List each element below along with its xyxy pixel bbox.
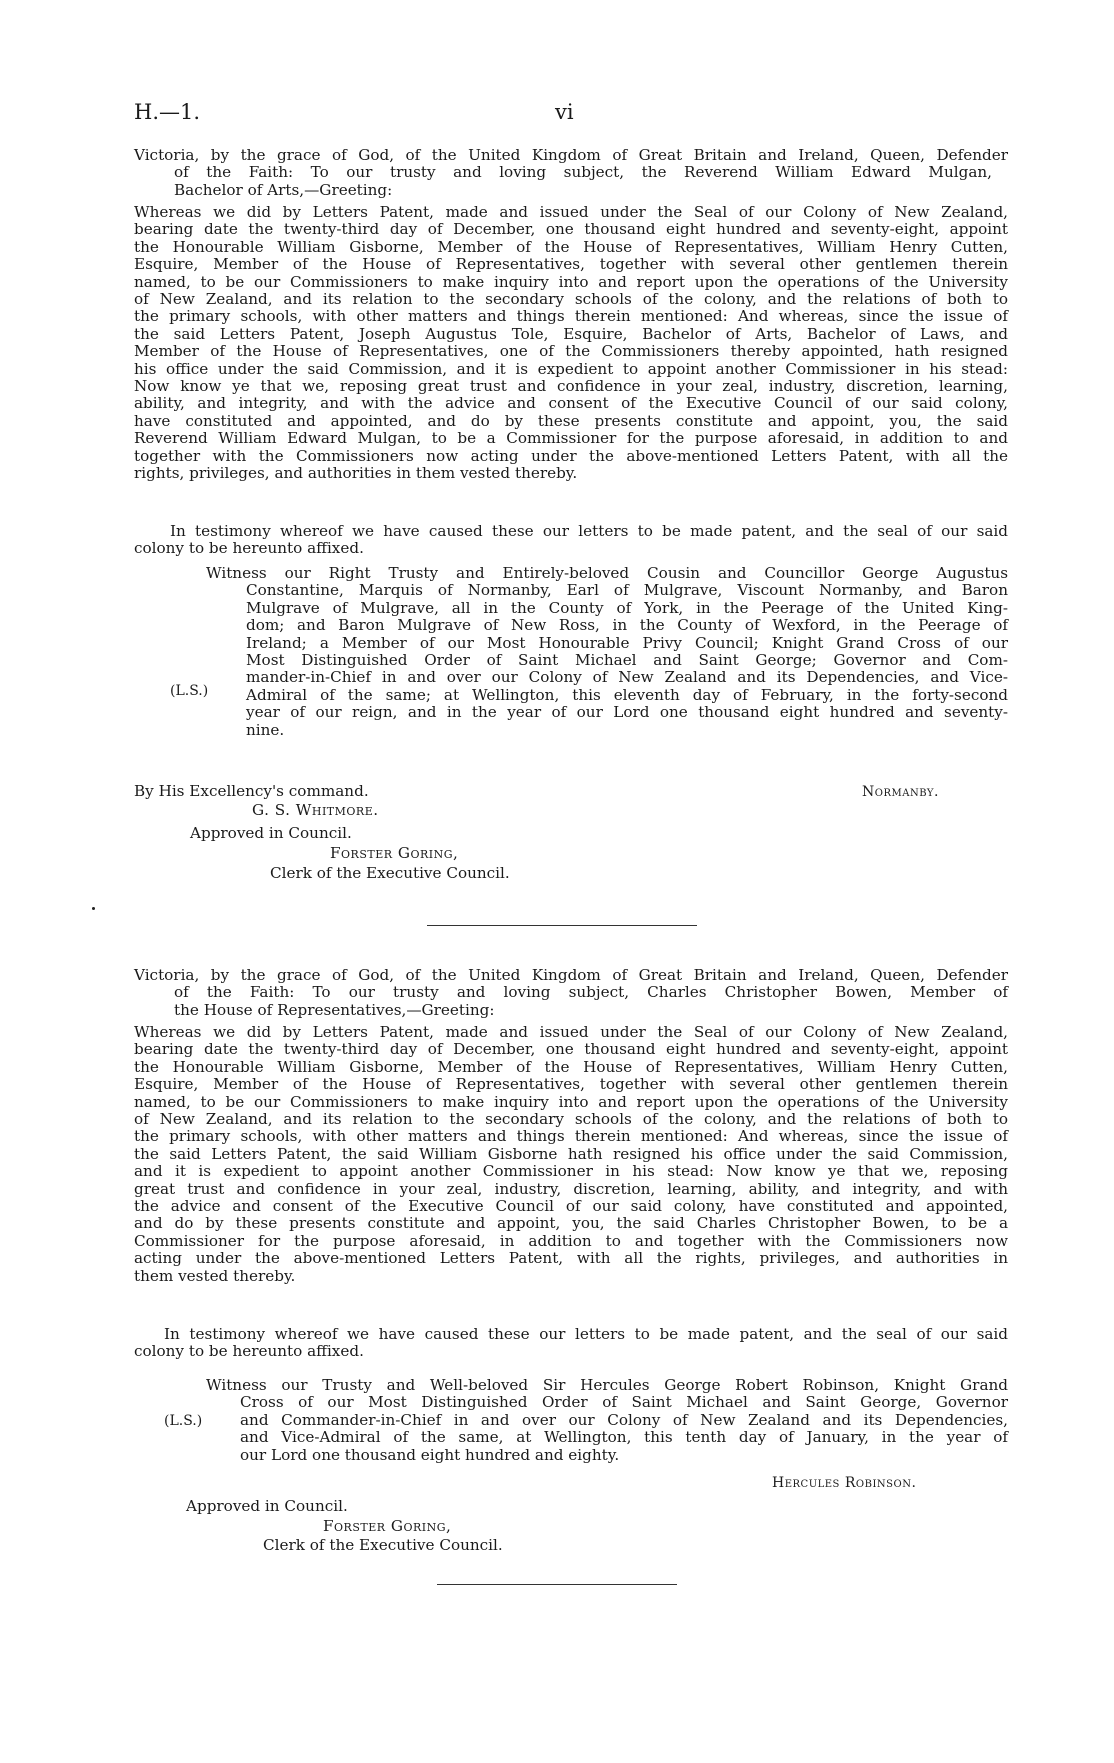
address-line: Bachelor of Arts,—Greeting:	[174, 180, 393, 199]
minister-signature: G. S. Whitmore.	[252, 801, 379, 819]
commission-1-witness	[206, 565, 1008, 739]
whereas-line: rights, privileges, and authorities in them vested thereby.	[134, 464, 578, 483]
witness-line: Most Distinguished Order of Saint Michael and Saint George; Governor and Com-	[246, 651, 1008, 670]
whereas-line: named, to be our Commissioners to make inquiry into and report upon the operations of the University	[134, 1092, 1008, 1111]
commission-1-whereas	[134, 204, 1008, 483]
clerk-name: Forster Goring,	[330, 844, 459, 862]
witness-line: Witness our Trusty and Well-beloved Sir Hercules George Robert Robinson, Knight Grand	[206, 1376, 1008, 1394]
witness-line: Cross of our Most Distinguished Order of Saint Michael and Saint George, Governor	[240, 1393, 1008, 1412]
whereas-line: Whereas we did by Letters Patent, made and issued under the Seal of our Colony of New Zealand,	[134, 1023, 1008, 1041]
witness-line: year of our reign, and in the year of our Lord one thousand eight hundred and seventy-	[246, 703, 1008, 722]
whereas-line: the primary schools, with other matters and things therein mentioned: And whereas, since the issue of	[134, 1127, 1008, 1146]
whereas-line: the said Letters Patent, Joseph Augustus Tole, Esquire, Bachelor of Arts, Bachelor of Laws, and	[134, 324, 1008, 343]
witness-line: Admiral of the same; at Wellington, this eleventh day of February, in the forty-second	[246, 685, 1008, 704]
witness-line: nine.	[246, 720, 285, 739]
testimony-line: In testimony whereof we have caused these our letters to be made patent, and the seal of our said	[164, 1325, 1008, 1343]
seal-mark: (L.S.)	[170, 683, 209, 699]
whereas-line: Esquire, Member of the House of Representatives, together with several other gentlemen therein	[134, 255, 1008, 274]
whereas-line: the advice and consent of the Executive Council of our said colony, have constituted and appointed,	[134, 1197, 1008, 1216]
governor-signature: Hercules Robinson.	[772, 1475, 917, 1491]
approved-in-council: Approved in Council.	[190, 824, 352, 842]
whereas-line: the Honourable William Gisborne, Member of the House of Representatives, William Henry Cutten,	[134, 237, 1008, 256]
whereas-line: of New Zealand, and its relation to the secondary schools of the colony, and the relations of both to	[134, 1110, 1008, 1129]
whereas-line: Esquire, Member of the House of Representatives, together with several other gentlemen therein	[134, 1075, 1008, 1094]
governor-signature: Normanby.	[862, 784, 939, 800]
whereas-line: bearing date the twenty-third day of December, one thousand eight hundred and seventy-eight, appoint	[134, 220, 1008, 239]
clerk-title: Clerk of the Executive Council.	[270, 864, 510, 882]
witness-line: mander-in-Chief in and over our Colony of New Zealand and its Dependencies, and Vice-	[246, 668, 1008, 687]
command-line: By His Excellency's command.	[134, 782, 369, 800]
address-line: Victoria, by the grace of God, of the United Kingdom of Great Britain and Ireland, Queen, Defender	[134, 146, 1008, 164]
address-line: of the Faith: To our trusty and loving subject, the Reverend William Edward Mulgan,	[174, 163, 992, 182]
whereas-line: and it is expedient to appoint another Commissioner in his stead: Now know ye that we, reposing	[134, 1162, 1008, 1181]
clerk-name: Forster Goring,	[323, 1517, 452, 1535]
whereas-line: Reverend William Edward Mulgan, to be a Commissioner for the purpose aforesaid, in addition to and	[134, 429, 1008, 448]
margin-dot	[92, 907, 95, 910]
witness-line: Ireland; a Member of our Most Honourable Privy Council; Knight Grand Cross of our	[246, 633, 1008, 652]
whereas-line: great trust and confidence in your zeal, industry, discretion, learning, ability, and integrity, and with	[134, 1179, 1008, 1198]
witness-line: our Lord one thousand eight hundred and eighty.	[240, 1445, 620, 1464]
witness-line: dom; and Baron Mulgrave of New Ross, in the County of Wexford, in the Peerage of	[246, 616, 1008, 635]
end-divider	[437, 1584, 677, 1585]
witness-line: Witness our Right Trusty and Entirely-beloved Cousin and Councillor George Augustus	[206, 564, 1008, 582]
whereas-line: the primary schools, with other matters and things therein mentioned: And whereas, since the issue of	[134, 307, 1008, 326]
whereas-line: named, to be our Commissioners to make inquiry into and report upon the operations of the University	[134, 272, 1008, 291]
whereas-line: Whereas we did by Letters Patent, made and issued under the Seal of our Colony of New Zealand,	[134, 203, 1008, 221]
whereas-line: acting under the above-mentioned Letters Patent, with all the rights, privileges, and authorities in	[134, 1249, 1008, 1268]
whereas-line: them vested thereby.	[134, 1266, 296, 1285]
whereas-line: the said Letters Patent, the said William Gisborne hath resigned his office under the said Commission,	[134, 1144, 1008, 1163]
testimony-line: colony to be hereunto affixed.	[134, 1342, 364, 1361]
whereas-line: ability, and integrity, and with the advice and consent of the Executive Council of our said colony,	[134, 394, 1008, 413]
page-number: vi	[555, 100, 574, 124]
address-line: the House of Representatives,—Greeting:	[174, 1000, 495, 1019]
whereas-line: Member of the House of Representatives, one of the Commissioners thereby appointed, hath resigned	[134, 342, 1008, 361]
whereas-line: of New Zealand, and its relation to the secondary schools of the colony, and the relations of both to	[134, 290, 1008, 309]
seal-mark: (L.S.)	[164, 1413, 203, 1429]
whereas-line: together with the Commissioners now acting under the above-mentioned Letters Patent, with all the	[134, 446, 1008, 465]
witness-line: Constantine, Marquis of Normanby, Earl of Mulgrave, Viscount Normanby, and Baron	[246, 581, 1008, 600]
whereas-line: Commissioner for the purpose aforesaid, in addition to and together with the Commissioners now	[134, 1231, 1008, 1250]
commission-2-witness	[206, 1377, 1008, 1464]
commission-2-address	[134, 967, 1008, 1019]
whereas-line: the Honourable William Gisborne, Member of the House of Representatives, William Henry Cutten,	[134, 1057, 1008, 1076]
witness-line: and Commander-in-Chief in and over our Colony of New Zealand and its Dependencies,	[240, 1410, 1008, 1429]
testimony-line: In testimony whereof we have caused these our letters to be made patent, and the seal of our said	[170, 522, 1008, 540]
address-line: of the Faith: To our trusty and loving subject, Charles Christopher Bowen, Member of	[174, 983, 1008, 1002]
commission-1-testimony	[134, 523, 1008, 558]
whereas-line: and do by these presents constitute and appoint, you, the said Charles Christopher Bowen, to be a	[134, 1214, 1008, 1233]
commission-2-testimony	[134, 1326, 1008, 1361]
whereas-line: have constituted and appointed, and do by these presents constitute and appoint, you, the said	[134, 411, 1008, 430]
whereas-line: bearing date the twenty-third day of December, one thousand eight hundred and seventy-eight, appoint	[134, 1040, 1008, 1059]
commission-1-address	[134, 147, 1008, 199]
clerk-title: Clerk of the Executive Council.	[263, 1536, 503, 1554]
commission-2-whereas	[134, 1024, 1008, 1285]
page-reference: H.—1.	[134, 100, 201, 124]
witness-line: Mulgrave of Mulgrave, all in the County of York, in the Peerage of the United King-	[246, 598, 1008, 617]
address-line: Victoria, by the grace of God, of the United Kingdom of Great Britain and Ireland, Queen, Defender	[134, 966, 1008, 984]
witness-line: and Vice-Admiral of the same, at Wellington, this tenth day of January, in the year of	[240, 1428, 1008, 1447]
testimony-line: colony to be hereunto affixed.	[134, 539, 364, 558]
section-divider	[427, 925, 697, 926]
approved-in-council: Approved in Council.	[186, 1497, 348, 1515]
whereas-line: Now know ye that we, reposing great trust and confidence in your zeal, industry, discretion, learning,	[134, 377, 1008, 396]
whereas-line: his office under the said Commission, and it is expedient to appoint another Commissioner in his stead:	[134, 359, 1008, 378]
